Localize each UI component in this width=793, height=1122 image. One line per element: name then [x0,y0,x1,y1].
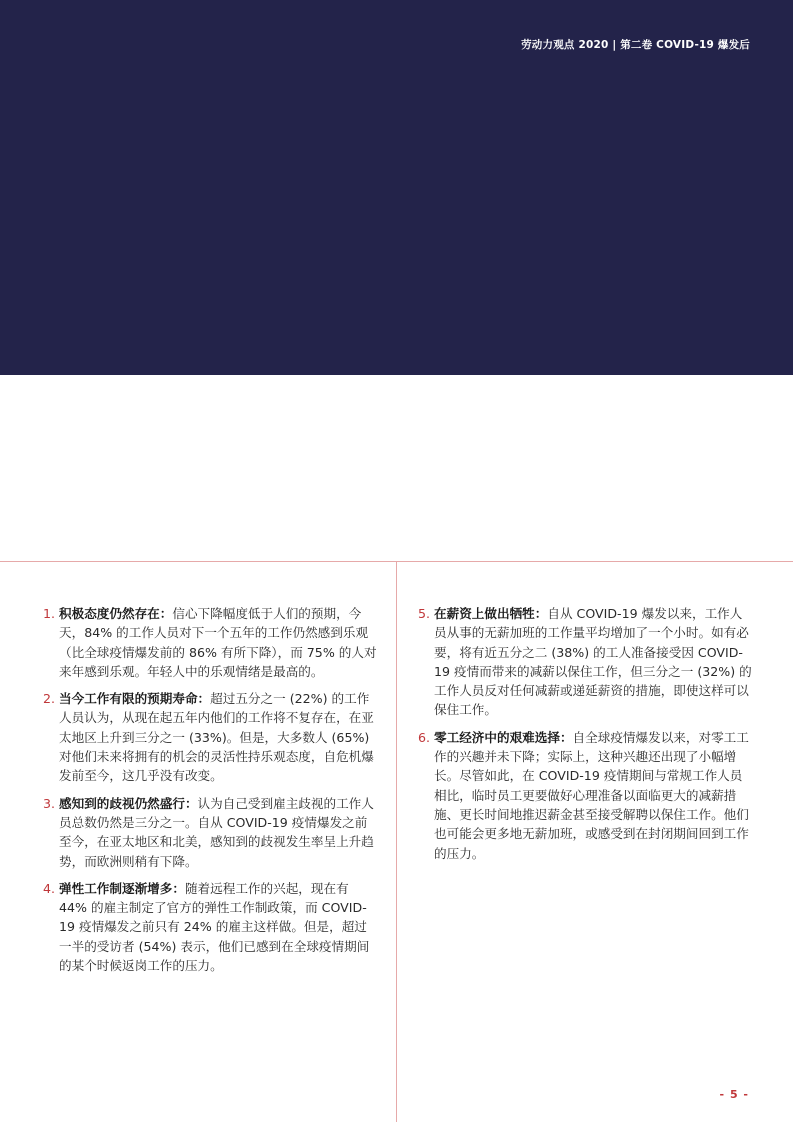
item-number: 6. [418,729,431,745]
item-lead: 零工经济中的艰难选择： [434,729,573,745]
item-number: 4. [43,880,56,896]
item-number: 3. [43,795,56,811]
list-item [418,604,752,720]
column-divider [396,561,397,1122]
list-item [418,728,752,863]
running-head: 劳动力观点 2020 | 第二卷 COVID-19 爆发后 [521,39,750,51]
item-number: 1. [43,606,56,621]
item-lead: 当今工作有限的预期寿命： [59,691,211,707]
item-number: 5. [418,606,431,621]
item-body [434,728,752,863]
item-body [434,604,752,720]
list-item [43,879,377,975]
item-text: 认为自己受到雇主歧视的工作人员总数仍然是三分之一。自从 COVID-19 疫情爆发之前至今，在亚太地区和北美，感知到的歧视发生率呈上升趋势，而欧洲则稍有下降。 [59,795,374,869]
item-text: 超过五分之一 (22%) 的工作人员认为，从现在起五年内他们的工作将不复存在，在亚太地区上升到三分之一 (33%)。但是，大多数人 (65%) 对他们未来将拥有的机会的灵活性持乐观态度，自危机爆发前至今，这几乎没有改变。 [59,691,374,784]
right-column [418,604,752,871]
list-item [43,794,377,871]
item-body [59,604,377,681]
list-item [43,604,377,681]
item-lead: 积极态度仍然存在： [59,606,173,621]
item-lead: 感知到的歧视仍然盛行： [59,795,198,811]
left-column [43,604,377,983]
list-item [43,689,377,785]
item-body [59,689,377,785]
item-lead: 在薪资上做出牺牲： [434,606,548,621]
item-text: 自全球疫情爆发以来，对零工工作的兴趣并未下降；实际上，这种兴趣还出现了小幅增长。尽管如此，在 COVID-19 疫情期间与常规工作人员相比，临时员工更要做好心理准备以面临更大的减薪措施、更长时间地推迟薪金甚至接受解聘以保住工作。他们也可能会更多地无薪加班，或感受到在封闭期间回到工作的压力。 [434,729,749,861]
item-body [59,794,377,871]
item-body [59,879,377,975]
item-text: 信心下降幅度低于人们的预期，今天，84% 的工作人员对下一个五年的工作仍然感到乐观（比全球疫情爆发前的 86% 有所下降），而 75% 的人对来年感到乐观。年轻人中的乐观情绪是最高的。 [59,606,377,679]
page-number: - 5 - [719,1088,749,1101]
header-banner [0,0,793,375]
item-text: 随着远程工作的兴起，现在有 44% 的雇主制定了官方的弹性工作制政策，而 COVID-19 疫情爆发之前只有 24% 的雇主这样做。但是，超过一半的受访者 (54%) 表示，他们已感到在全球疫情期间的某个时候返岗工作的压力。 [59,880,370,974]
item-text: 自从 COVID-19 爆发以来，工作人员从事的无薪加班的工作量平均增加了一个小时。如有必要，将有近五分之二 (38%) 的工人准备接受因 COVID-19 疫情而带来的减薪以保住工作，但三分之一 (32%) 的工作人员反对任何减薪或递延薪资的措施，即使这样可以保住工作。 [434,606,752,718]
item-number: 2. [43,691,56,707]
item-lead: 弹性工作制逐渐增多： [59,880,185,896]
